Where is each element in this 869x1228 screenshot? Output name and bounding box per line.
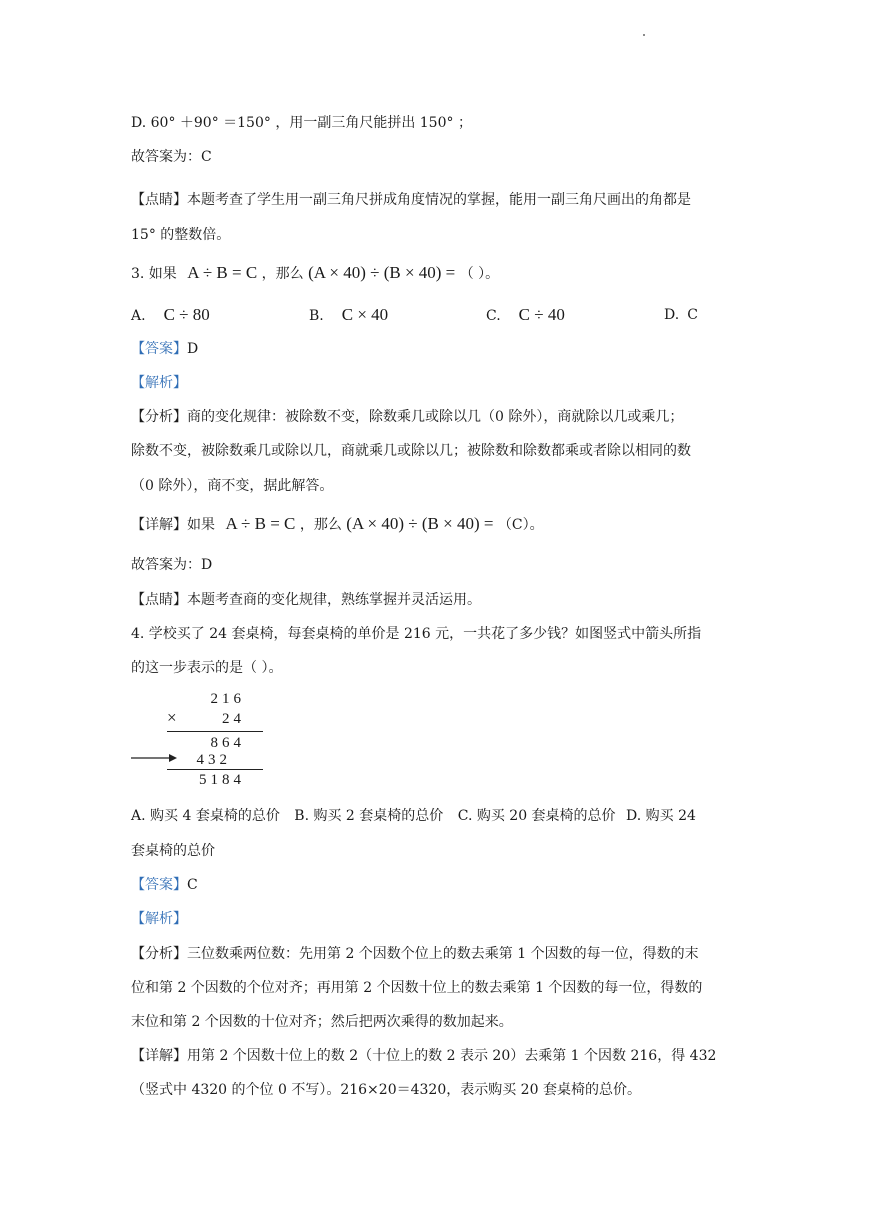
q3-eq1: A ÷ B = C xyxy=(187,263,258,282)
q3-prefix: 3. 如果 xyxy=(131,266,177,282)
note-line-2: 15° 的整数倍。 xyxy=(131,227,231,243)
q4-fenxi-3: 末位和第 2 个因数的十位对齐；然后把两次乘得的数加起来。 xyxy=(131,1014,513,1030)
answer-line: 故答案为：C xyxy=(131,149,212,165)
q3-analysis-tag: 【解析】 xyxy=(131,375,187,391)
line-d-option: D. 60° ＋90° ＝150° ，用一副三角尺能拼出 150° ； xyxy=(131,115,472,131)
q3-option-b: B. C × 40 xyxy=(309,305,389,324)
q4-option-c: C. 购买 20 套桌椅的总价 xyxy=(457,808,616,824)
q3-option-c: C. C ÷ 40 xyxy=(486,305,565,324)
times-sign: × xyxy=(167,708,177,727)
q4-option-d: D. 购买 24 xyxy=(626,808,696,824)
q4-detail-2: （竖式中 4320 的个位 0 不写）。216×20＝4320，表示购买 20 套桌椅的总价。 xyxy=(131,1082,641,1098)
q4-fenxi-1: 【分析】三位数乘两位数：先用第 2 个因数个位上的数去乘第 1 个因数的每一位，得数的末 xyxy=(131,946,699,962)
vertical-multiplication xyxy=(131,690,251,790)
partial-product-1: 864 xyxy=(210,735,245,751)
top-dot xyxy=(643,34,645,36)
q3-stem xyxy=(131,263,499,284)
q3-result: 故答案为：D xyxy=(131,557,213,573)
q3-note: 【点睛】本题考查商的变化规律，熟练掌握并灵活运用。 xyxy=(131,592,481,608)
q4-option-b: B. 购买 2 套桌椅的总价 xyxy=(294,808,444,824)
multiplicand: 216 xyxy=(210,691,245,707)
rule-2 xyxy=(167,769,263,770)
q3-fenxi-3: （0 除外），商不变，据此解答。 xyxy=(131,478,334,494)
q3-option-d: D. C xyxy=(664,307,698,323)
q4-stem-2: 的这一步表示的是（ ）。 xyxy=(131,660,283,676)
answer-tag: 【答案】 xyxy=(131,341,187,357)
q3-answer: 【答案】D xyxy=(131,341,199,357)
q3-options xyxy=(131,305,731,327)
partial-product-2: 432 xyxy=(196,752,231,768)
q3-fenxi-1: 【分析】商的变化规律：被除数不变，除数乘几或除以几（0 除外），商就除以几或乘几； xyxy=(131,409,684,425)
answer-tag: 【答案】 xyxy=(131,877,187,893)
q3-suffix: （ ）。 xyxy=(459,266,500,282)
q4-fenxi-2: 位和第 2 个因数的个位对齐；再用第 2 个因数十位上的数去乘第 1 个因数的每一位，得数的 xyxy=(131,980,703,996)
arrow-icon xyxy=(131,752,181,764)
q4-options-line-1 xyxy=(131,806,696,826)
q3-mid: ，那么 xyxy=(261,266,304,282)
q3-fenxi-2: 除数不变，被除数乘几或除以几，商就乘几或除以几；被除数和除数都乘或者除以相同的数 xyxy=(131,443,691,459)
multiplier: 24 xyxy=(222,711,245,727)
q4-answer: 【答案】C xyxy=(131,877,198,893)
product: 5184 xyxy=(199,772,245,788)
q4-options-line-2: 套桌椅的总价 xyxy=(131,843,215,859)
q3-eq2: (A × 40) ÷ (B × 40) = xyxy=(308,263,456,282)
note-line-1: 【点睛】本题考查了学生用一副三角尺拼成角度情况的掌握，能用一副三角尺画出的角都是 xyxy=(131,192,691,208)
q4-option-a: A. 购买 4 套桌椅的总价 xyxy=(131,808,280,824)
q4-stem-1: 4. 学校买了 24 套桌椅，每套桌椅的单价是 216 元，一共花了多少钱？如图竖式中箭头所指 xyxy=(131,626,702,642)
q3-option-a: A. C ÷ 80 xyxy=(131,305,210,324)
q3-detail: 【详解】如果 A ÷ B = C ，那么 (A × 40) ÷ (B × 40) = （C）。 xyxy=(131,514,544,533)
q4-detail-1: 【详解】用第 2 个因数十位上的数 2（十位上的数 2 表示 20）去乘第 1 个因数 216，得 432 xyxy=(131,1048,717,1064)
rule-1 xyxy=(167,731,263,732)
q4-analysis-tag: 【解析】 xyxy=(131,911,187,927)
